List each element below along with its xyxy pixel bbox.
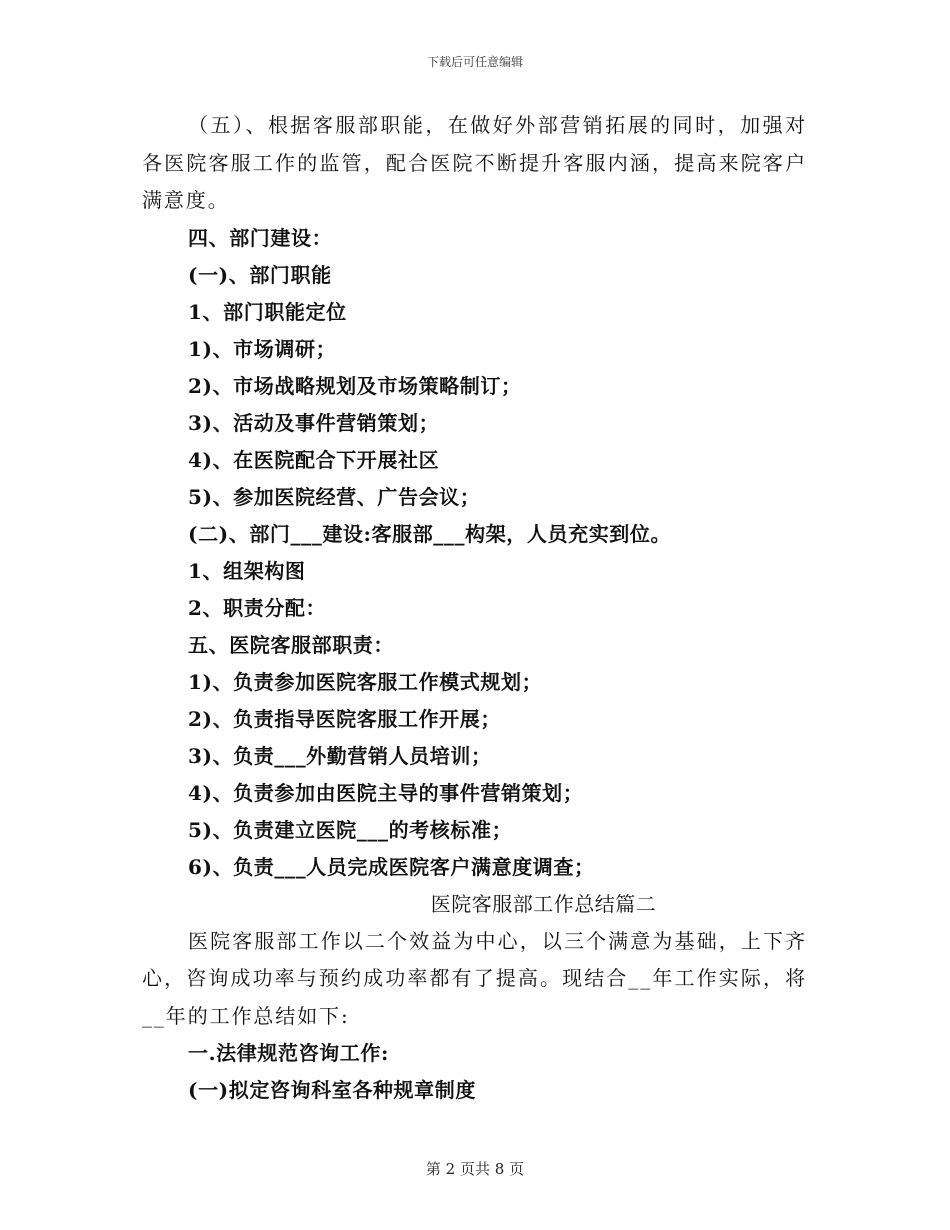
section-heading: 五、医院客服部职责： [188,632,394,657]
list-item: 2)、负责指导医院客服工作开展； [188,706,501,731]
list-item: 1)、负责参加医院客服工作模式规划； [188,669,543,694]
section-heading: 一.法律规范咨询工作: [188,1041,389,1065]
subsection-heading: (一)拟定咨询科室各种规章制度 [188,1078,476,1102]
list-item: 3)、活动及事件营销策划； [188,410,440,435]
paragraph: 医院客服部工作以二个效益为中心，以三个满意为基础，上下齐心，咨询成功率与预约成功率都有了提高。现结合__年工作实际，将__年的工作总结如下: [142,928,807,1028]
page-header: 下载后可任意编辑 [426,55,523,69]
section-heading: 四、部门建设： [188,225,333,250]
list-item: 1、部门职能定位 [188,299,347,324]
list-item: 6)、负责___人员完成医院客户满意度调查； [188,854,595,879]
article-title: 医院客服部工作总结篇二 [430,891,657,916]
paragraph: （五）、根据客服部职能，在做好外部营销拓展的同时，加强对各医院客服工作的监管，配合医院不断提升客服内涵，提高来院客户满意度。 [142,113,807,212]
list-item: 1、组架构图 [188,558,306,583]
page-footer: 第 2 页共 8 页 [425,1160,525,1178]
list-item: 1)、市场调研； [188,336,337,361]
list-item: 2、职责分配： [188,595,327,620]
subsection-heading: (一)、部门职能 [188,262,332,287]
list-item: 4)、在医院配合下开展社区 [188,447,440,472]
list-item: 5)、参加医院经营、广告会议； [188,484,481,509]
list-item: 2)、市场战略规划及市场策略制订； [188,373,522,398]
list-item: 4)、负责参加由医院主导的事件营销策划； [188,780,584,805]
list-item: 5)、负责建立医院___的考核标准； [188,817,513,842]
subsection-heading: (二)、部门___建设:客服部___构架，人员充实到位。 [188,521,672,546]
document-body [142,107,807,1109]
list-item: 3)、负责___外勤营销人员培训； [188,743,492,768]
